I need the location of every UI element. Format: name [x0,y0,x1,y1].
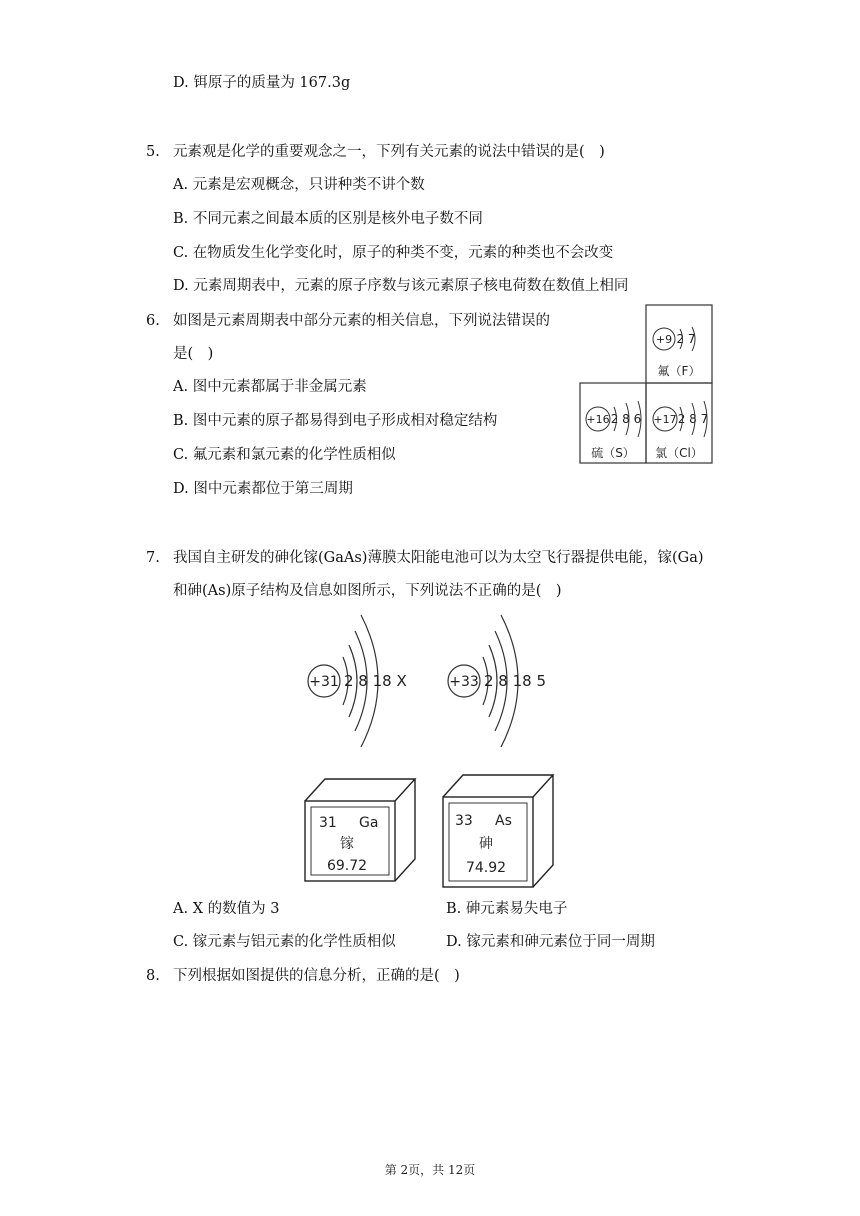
chlorine-name: 氯（Cl） [655,446,703,460]
q8-number: 8. [146,968,160,984]
page-footer: 第 2页，共 12页 [384,1163,476,1177]
gallium-name: 镓 [340,836,354,852]
q7-number: 7. [146,550,160,566]
q7-option-c: C. 镓元素与铝元素的化学性质相似 [173,934,396,950]
q7-figure [295,605,565,895]
sulfur-shells: 2 8 6 [610,412,642,426]
arsenic-symbol: As [495,813,512,829]
gallium-shells: 2 8 18 X [344,672,407,690]
sulfur-name: 硫（S） [591,446,635,460]
gallium-number: 31 [319,815,337,831]
gallium-nucleus: +31 [309,674,339,690]
q6-number: 6. [146,313,160,329]
q5-option-c: C. 在物质发生化学变化时，原子的种类不变，元素的种类也不会改变 [173,245,614,261]
q8-stem: 下列根据如图提供的信息分析，正确的是( ) [173,968,460,984]
gallium-symbol: Ga [359,815,379,831]
q7-option-d: D. 镓元素和砷元素位于同一周期 [446,934,655,950]
q5-number: 5. [146,144,160,160]
fluorine-nucleus: +9 [655,333,673,346]
arsenic-number: 33 [455,813,473,829]
sulfur-nucleus: +16 [586,413,610,426]
q6-option-a: A. 图中元素都属于非金属元素 [173,379,367,395]
arsenic-mass: 74.92 [465,860,507,876]
chlorine-cell [653,401,708,460]
q6-stem-line1: 如图是元素周期表中部分元素的相关信息，下列说法错误的 [173,313,550,329]
q6-stem-line2: 是( ) [173,346,214,362]
q5-option-a: A. 元素是宏观概念，只讲种类不讲个数 [173,177,425,193]
q7-stem-line2: 和砷(As)原子结构及信息如图所示，下列说法不正确的是( ) [173,583,562,599]
fluorine-name: 氟（F） [657,364,701,378]
chlorine-shells: 2 8 7 [677,412,709,426]
q6-option-c: C. 氟元素和氯元素的化学性质相似 [173,447,396,463]
chlorine-nucleus: +17 [653,413,677,426]
q6-option-b: B. 图中元素的原子都易得到电子形成相对稳定结构 [173,413,498,429]
arsenic-shells: 2 8 18 5 [484,672,547,690]
q6-option-d: D. 图中元素都位于第三周期 [173,481,353,497]
arsenic-nucleus: +33 [449,674,479,690]
q7-stem-line1: 我国自主研发的砷化镓(GaAs)薄膜太阳能电池可以为太空飞行器提供电能，镓(Ga) [173,550,704,566]
q5-option-b: B. 不同元素之间最本质的区别是核外电子数不同 [173,211,483,227]
gallium-atom-diagram [308,615,407,747]
q6-periodic-figure [578,303,716,469]
q5-stem: 元素观是化学的重要观念之一，下列有关元素的说法中错误的是( ) [173,144,605,160]
arsenic-atom-diagram [448,615,546,747]
q7-option-a: A. X 的数值为 3 [173,901,280,917]
q7-option-b: B. 砷元素易失电子 [446,901,568,917]
fluorine-cell [653,327,700,378]
q5-option-d: D. 元素周期表中，元素的原子序数与该元素原子核电荷数在数值上相同 [173,278,629,294]
fluorine-shells: 2 7 [676,332,696,346]
arsenic-name: 砷 [479,836,493,852]
q4-option-d: D. 铒原子的质量为 167.3g [173,75,351,91]
gallium-mass: 69.72 [326,858,368,874]
sulfur-cell [586,401,641,460]
